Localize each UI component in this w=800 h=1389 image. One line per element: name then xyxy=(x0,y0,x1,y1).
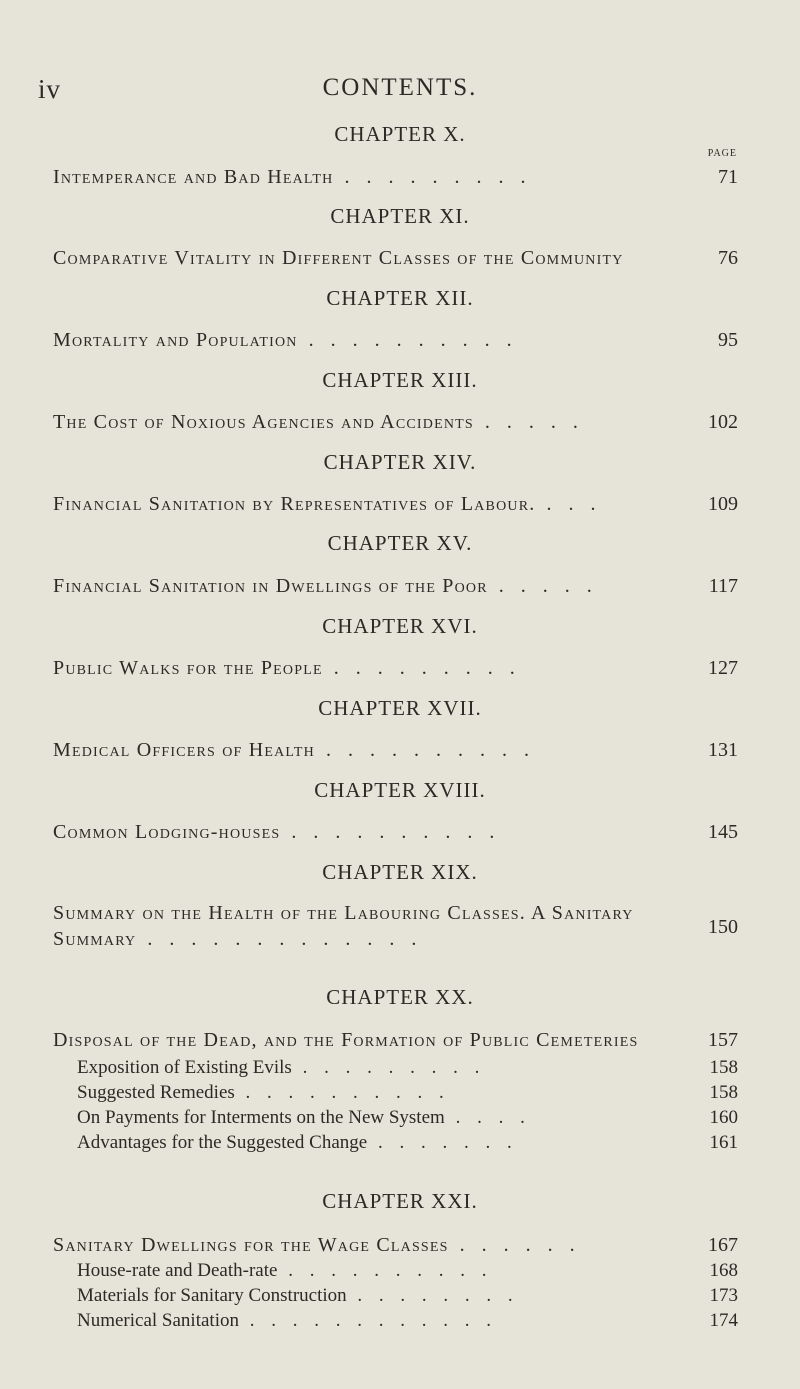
toc-subentry: Exposition of Existing Evils . . . . . . . . . 158 xyxy=(77,1057,738,1078)
subentry-title: Advantages for the Suggested Change xyxy=(77,1132,368,1153)
toc-entry-line xyxy=(53,902,738,925)
entry-page: 167 xyxy=(708,1234,738,1256)
entry-title: Sanitary Dwellings for the Wage Classes xyxy=(53,1234,449,1256)
subentry-title: Numerical Sanitation xyxy=(77,1310,239,1331)
chapter-heading: CHAPTER XX. xyxy=(326,985,474,1009)
entry-title: The Cost of Noxious Agencies and Accidents xyxy=(53,411,474,433)
entry-page: 76 xyxy=(718,247,738,269)
subentry-title: Materials for Sanitary Construction xyxy=(77,1285,347,1306)
chapter-heading: CHAPTER XI. xyxy=(330,204,470,228)
subentry-page: 174 xyxy=(709,1310,738,1331)
toc-entry: Financial Sanitation in Dwellings of the Poor . . . . . 117 xyxy=(53,575,738,597)
toc-entry xyxy=(53,247,738,270)
entry-page: 102 xyxy=(708,411,738,433)
entry-page: 117 xyxy=(708,575,738,597)
subentry-page: 160 xyxy=(709,1107,738,1128)
chapter-heading: CHAPTER XIV. xyxy=(323,450,477,474)
entry-title: Intemperance and Bad Health xyxy=(53,166,334,188)
toc-entry: Sanitary Dwellings for the Wage Classes . . . . . . 167 xyxy=(53,1234,738,1256)
toc-entry: Intemperance and Bad Health . . . . . . . . . 71 xyxy=(53,166,738,188)
toc-subentry: Materials for Sanitary Construction . . . . . . . . 173 xyxy=(77,1285,738,1306)
entry-title: Mortality and Population xyxy=(53,329,298,351)
toc-entry xyxy=(53,1029,738,1052)
entry-page: 145 xyxy=(708,821,738,843)
entry-page: 150 xyxy=(708,916,738,938)
running-head xyxy=(0,74,800,104)
chapter-heading: CHAPTER XII. xyxy=(326,286,474,310)
entry-title: Summary on the Health of the Labouring Classes. A Sanitary xyxy=(53,902,634,924)
chapter-heading: CHAPTER XIX. xyxy=(322,860,478,884)
subentry-page: 168 xyxy=(709,1260,738,1281)
toc-entry: The Cost of Noxious Agencies and Accidents . . . . . 102 xyxy=(53,411,738,433)
entry-page: 157 xyxy=(708,1029,738,1051)
entry-page: 95 xyxy=(718,329,738,351)
chapter-heading: CHAPTER XV. xyxy=(327,531,473,555)
entry-page: 71 xyxy=(718,166,738,188)
page-number: iv xyxy=(38,74,62,104)
entry-title: Public Walks for the People xyxy=(53,657,323,679)
toc-entry: Summary . . . . . . . . . . . . . 150 xyxy=(53,916,738,950)
toc-subentry: On Payments for Interments on the New System . . . . 160 xyxy=(77,1107,738,1128)
entry-title-continued: Summary xyxy=(53,928,137,950)
toc-subentry: Numerical Sanitation . . . . . . . . . . . . 174 xyxy=(77,1310,738,1331)
subentry-page: 173 xyxy=(709,1285,738,1306)
entry-title: Financial Sanitation by Representatives of Labour. xyxy=(53,493,536,515)
subentry-title: On Payments for Interments on the New System xyxy=(77,1107,445,1128)
page-title: CONTENTS. xyxy=(322,74,478,101)
entry-page: 127 xyxy=(708,657,738,679)
entry-title: Disposal of the Dead, and the Formation of Public Cemeteries xyxy=(53,1029,639,1051)
entry-title: Comparative Vitality in Different Classes of the Community xyxy=(53,247,624,269)
toc-entry: Public Walks for the People . . . . . . . . . 127 xyxy=(53,657,738,679)
chapter-heading: CHAPTER XXI. xyxy=(322,1189,478,1213)
chapter-heading: CHAPTER XIII. xyxy=(322,368,478,392)
entry-page: 109 xyxy=(708,493,738,515)
subentry-page: 161 xyxy=(709,1132,738,1153)
toc-entry: Medical Officers of Health . . . . . . . . . . 131 xyxy=(53,739,738,761)
toc-entry: Mortality and Population . . . . . . . . . . 95 xyxy=(53,329,738,351)
toc-entry: Common Lodging-houses . . . . . . . . . . 145 xyxy=(53,821,738,843)
entry-title: Medical Officers of Health xyxy=(53,739,315,761)
subentry-title: Exposition of Existing Evils xyxy=(77,1057,292,1078)
toc-subentry: Suggested Remedies . . . . . . . . . . 158 xyxy=(77,1082,738,1103)
chapter-heading: CHAPTER X. xyxy=(334,122,466,146)
toc-entry: Financial Sanitation by Representatives of Labour. . . . 109 xyxy=(53,493,738,515)
entry-title: Financial Sanitation in Dwellings of the Poor xyxy=(53,575,488,597)
page-column-label: PAGE xyxy=(707,148,737,159)
chapter-heading: CHAPTER XVII. xyxy=(318,696,482,720)
subentry-title: Suggested Remedies xyxy=(77,1082,235,1103)
subentry-page: 158 xyxy=(709,1057,738,1078)
entry-title: Common Lodging-houses xyxy=(53,821,281,843)
chapter-heading: CHAPTER XVI. xyxy=(322,614,478,638)
subentry-title: House-rate and Death-rate xyxy=(77,1260,278,1281)
entry-page: 131 xyxy=(708,739,738,761)
chapter-heading: CHAPTER XVIII. xyxy=(314,778,486,802)
subentry-page: 158 xyxy=(709,1082,738,1103)
toc-subentry: Advantages for the Suggested Change . . . . . . . 161 xyxy=(77,1132,738,1153)
toc-subentry: House-rate and Death-rate . . . . . . . . . . 168 xyxy=(77,1260,738,1281)
